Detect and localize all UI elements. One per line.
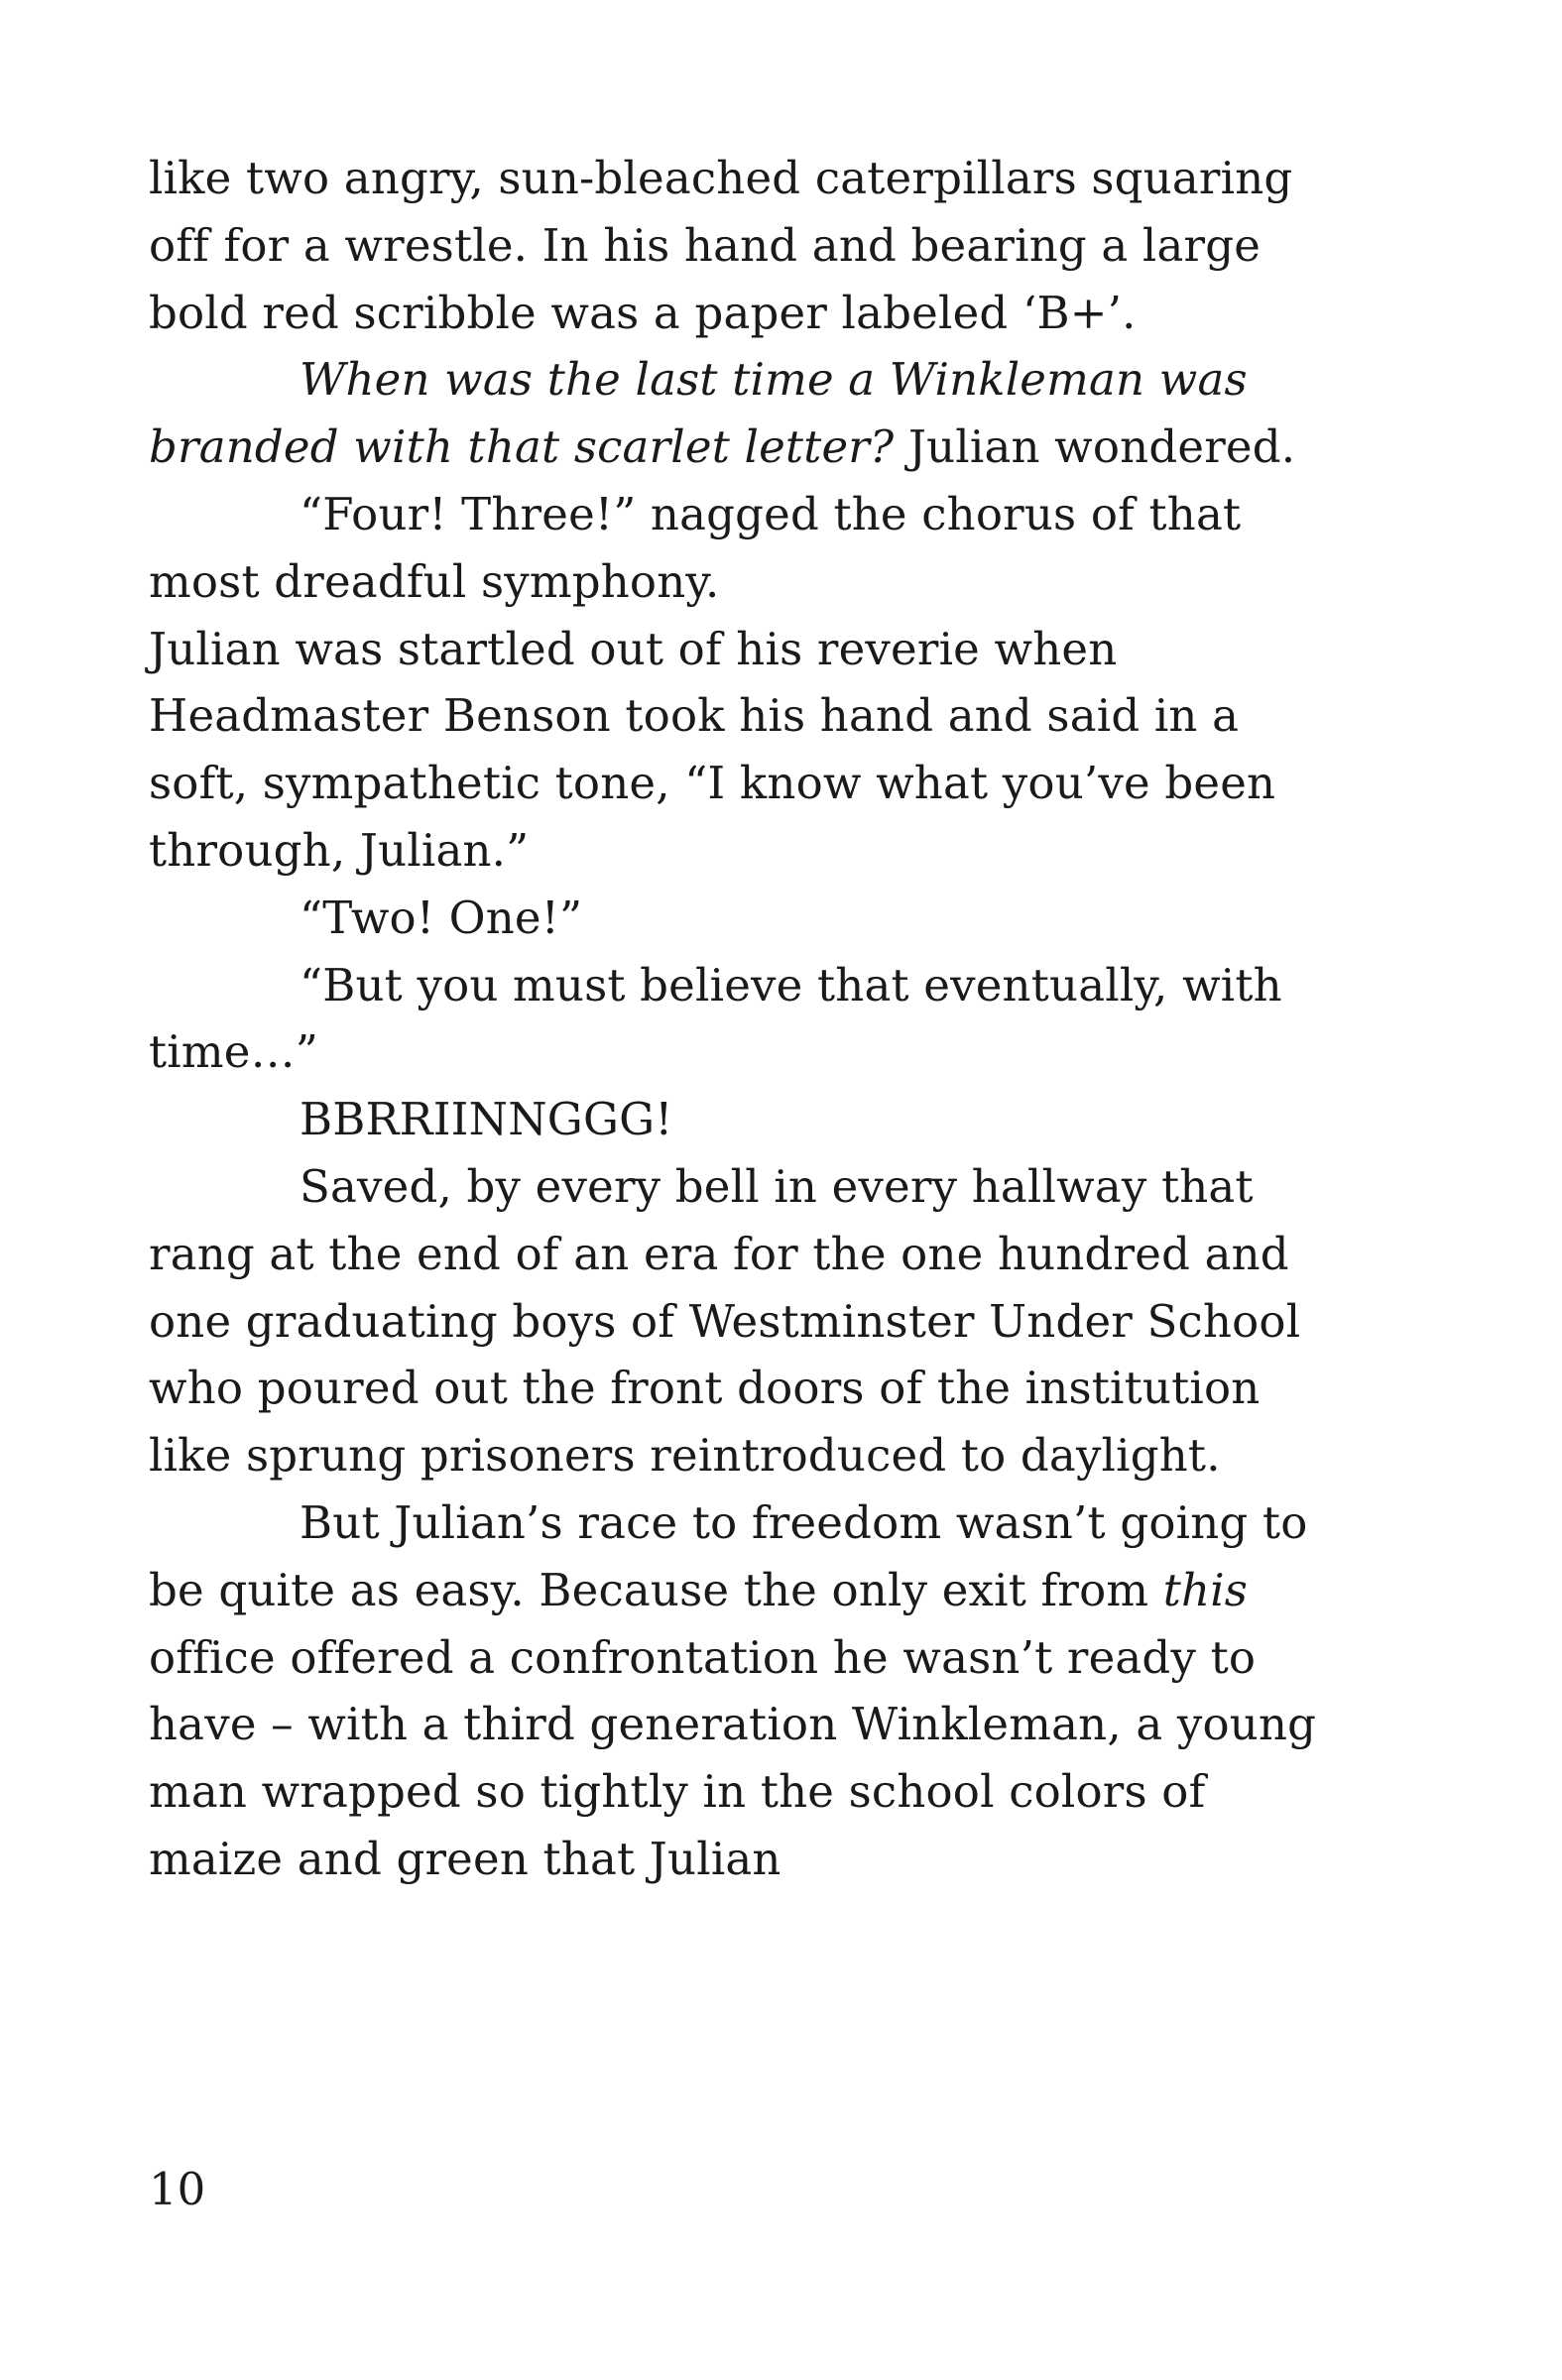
- text-run: “But you must believe that eventually, with time…”: [149, 958, 1282, 1079]
- text-run: But Julian’s race to freedom wasn’t going to be quite as easy. Because the only exit from: [149, 1495, 1308, 1616]
- text-run: Julian wondered.: [894, 420, 1296, 474]
- italic-thought: When was the last time a Winkleman was branded with that scarlet letter?: [149, 353, 1248, 474]
- text-run: “Two! One!”: [300, 891, 583, 944]
- text-run: like two angry, sun-bleached caterpillars squaring off for a wrestle. In his hand and bearing a large bold red scribble was a paper labeled ‘B+’.: [149, 152, 1293, 339]
- paragraph: [149, 1489, 1349, 1893]
- paragraph: [149, 145, 1349, 346]
- text-run: “Four! Three!” nagged the chorus of that most dreadful symphony.: [149, 487, 1242, 608]
- paragraph: [149, 885, 1349, 952]
- italic-emphasis: this: [1162, 1563, 1249, 1616]
- body-text: [149, 145, 1349, 1893]
- paragraph: [149, 952, 1349, 1087]
- text-run: Julian was startled out of his reverie when Headmaster Benson took his hand and said in a soft, sympathetic tone, “I know what you’ve been through, Julian.”: [149, 622, 1276, 877]
- paragraph: [149, 1086, 1349, 1153]
- paragraph: [149, 616, 1349, 885]
- text-run: BBRRIINNGGG!: [300, 1093, 673, 1146]
- page-number: 10: [149, 2163, 206, 2215]
- text-run: Saved, by every bell in every hallway that rang at the end of an era for the one hundred and one graduating boys of Westminster Under School who poured out the front doors of the institution like sprung prisoners reintroduced to daylight.: [149, 1159, 1301, 1483]
- text-run: office offered a confrontation he wasn’t ready to have – with a third generation Winkleman, a young man wrapped so tightly in the school colors of maize and green that Julian: [149, 1630, 1317, 1885]
- paragraph: [149, 346, 1349, 481]
- paragraph: [149, 1153, 1349, 1489]
- paragraph: [149, 481, 1349, 616]
